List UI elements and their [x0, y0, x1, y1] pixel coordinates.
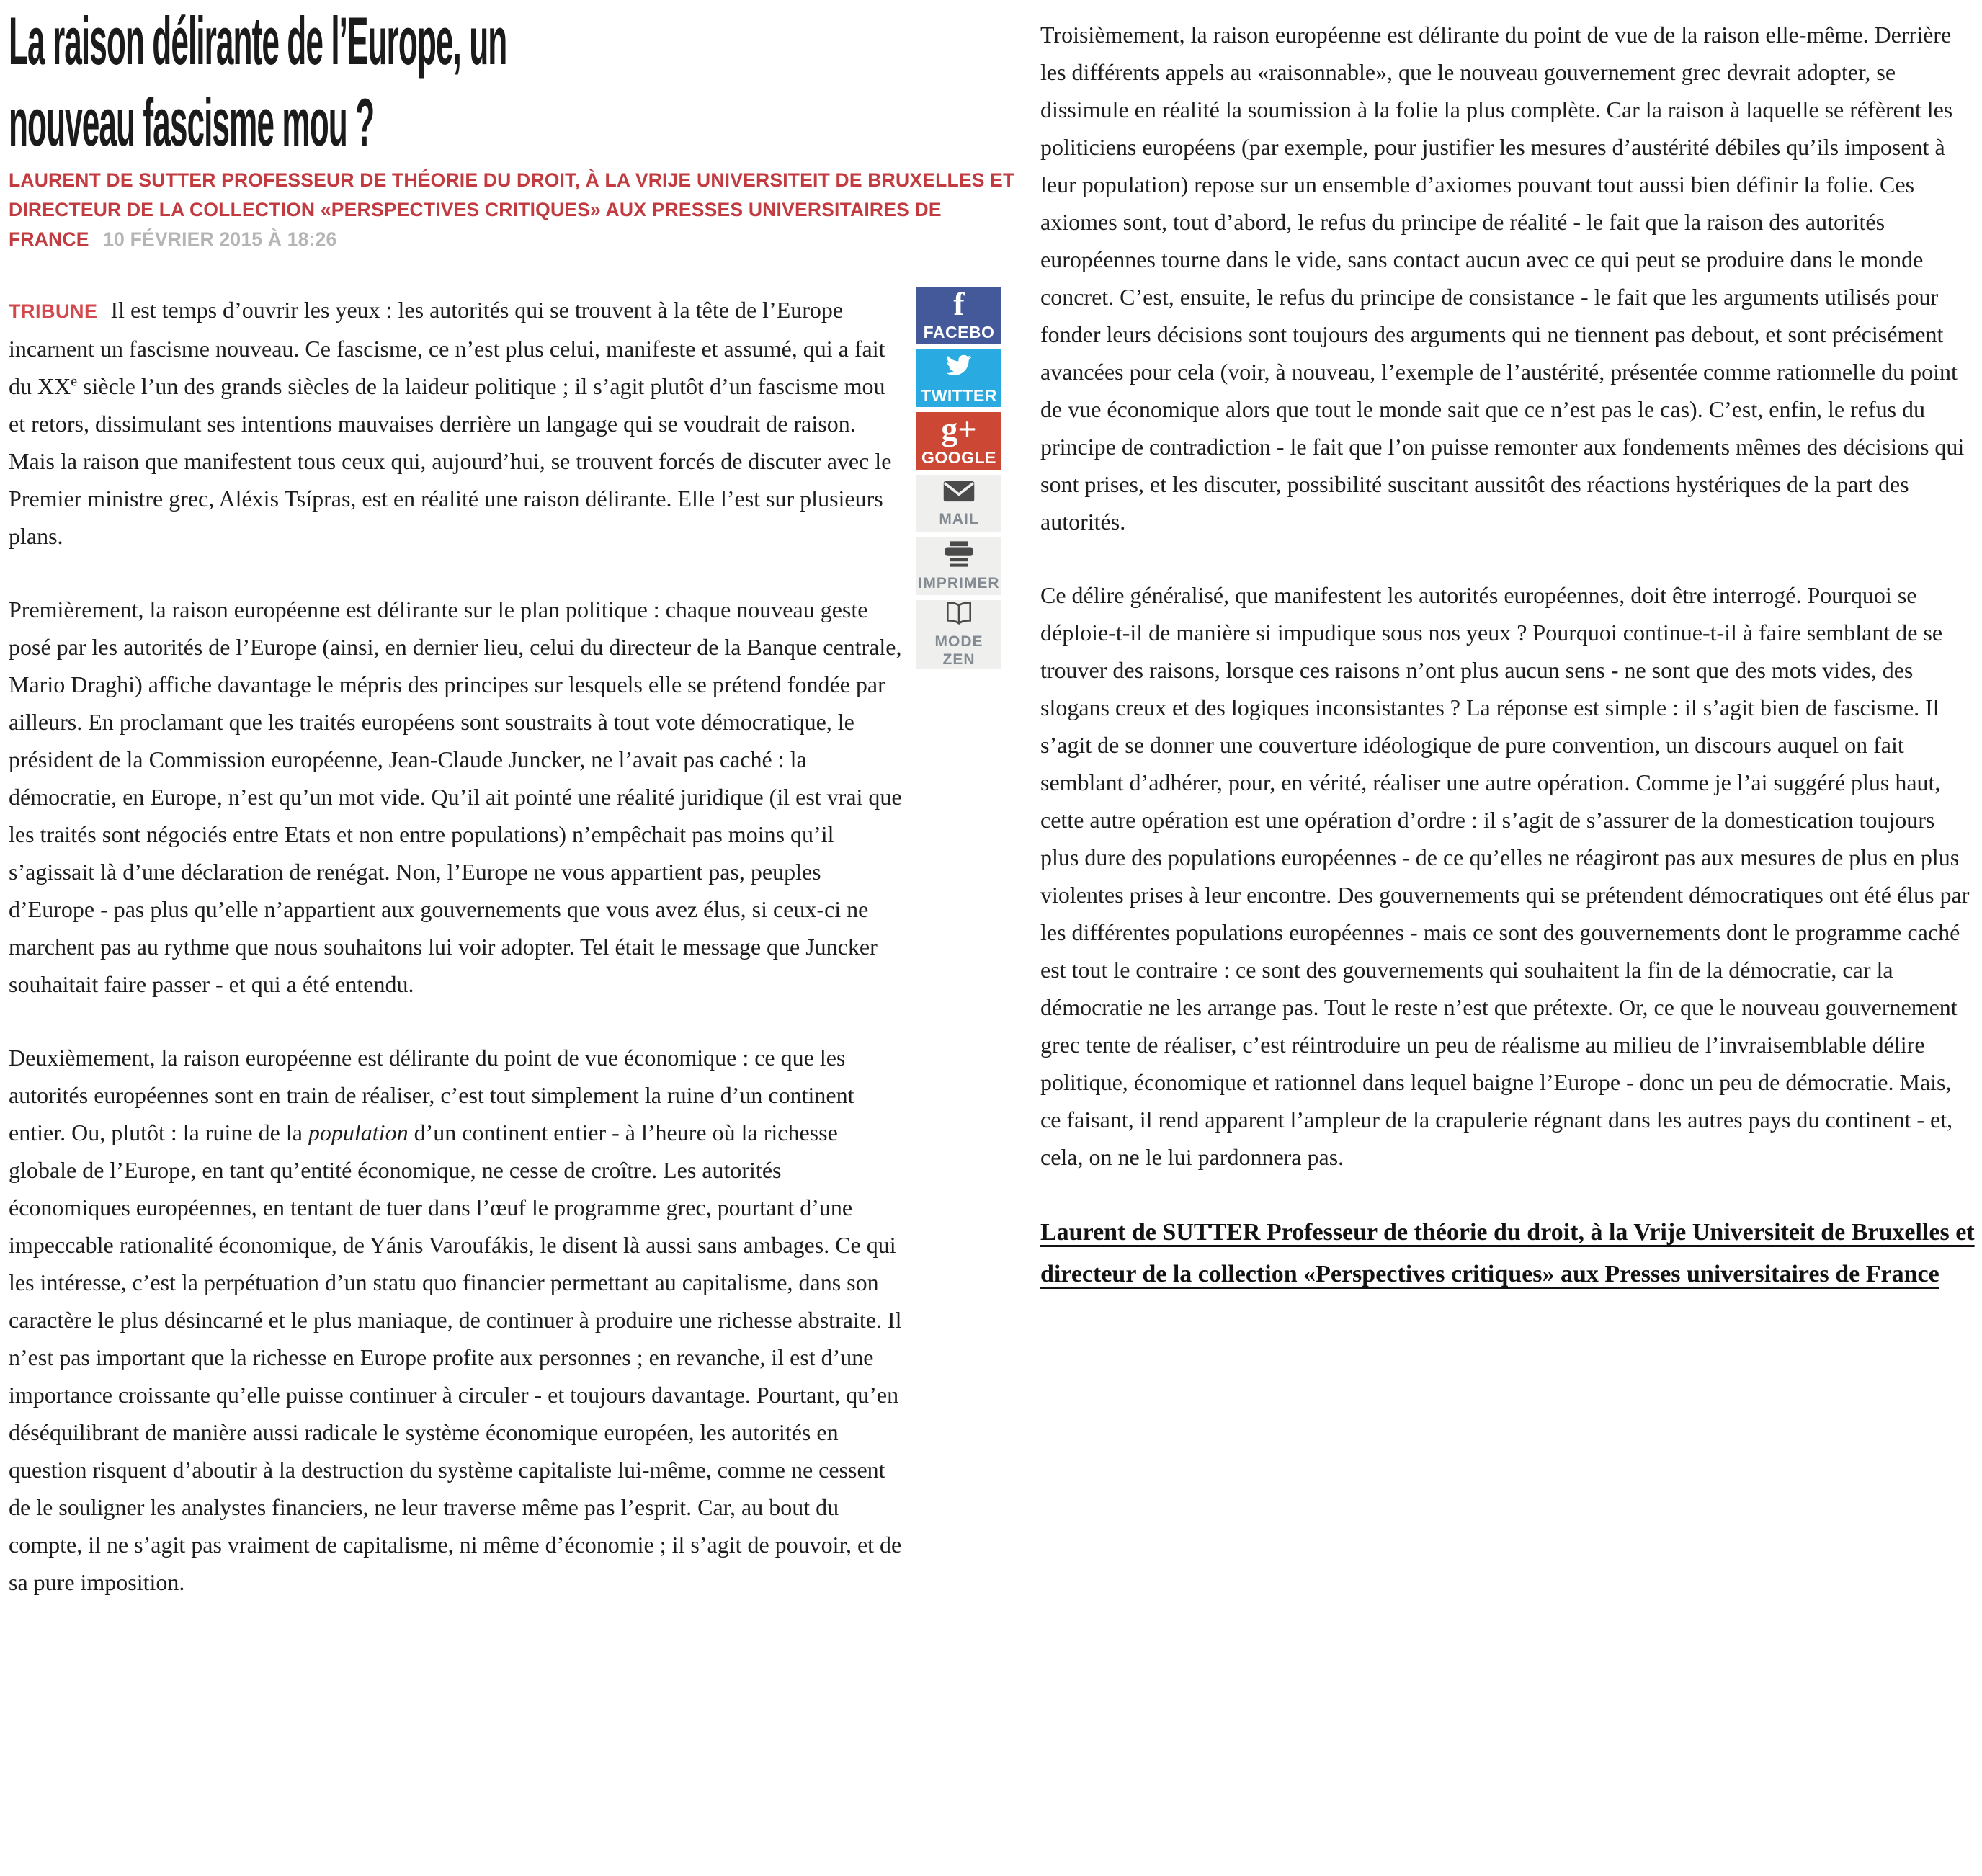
byline: [9, 166, 1017, 254]
body-text: Troisièmement, la raison européenne est délirante du point de vue de la raison elle-même. Derrière les différents appels au «raisonnable», que le nouveau gouvernement grec devrait adopter, se dissimule en réalité la soumission à la folie la plus complète. Car la raison à laquelle se réfèrent les politiciens européens (par exemple, pour justifier les mesures d’austérité débiles qu’ils imposent à leur population) repose sur un ensemble d’axiomes pouvant tout aussi bien définir la folie. Ces axiomes sont, tout d’abord, le refus du principe de réalité - le fait que la raison des autorités européennes tourne dans le vide, sans contact aucun avec ce qui peut se produire dans le monde concret. C’est, ensuite, le refus du principe de consistance - le fait que les arguments utilisés pour fonder leurs décisions sont toujours des arguments qui ne tiennent pas debout, et sont précisément avancées pour cela (voir, à nouveau, l’exemple de l’austérité, présentée comme rationnelle du point de vue économique alors que tout le monde sait que ce n’est pas le cas). C’est, enfin, le refus du principe de contradiction - le fait que l’on puisse remonter aux fondements mêmes des décisions qui sont prises, et les discuter, possibilité suscitant aussitôt des réactions hystériques de la part des autorités.: [1040, 22, 1965, 535]
share-twitter-button[interactable]: [916, 349, 1001, 407]
title-line-1: La raison délirante de l’Europe, un: [9, 3, 507, 79]
article-paragraph: [9, 591, 906, 1003]
share-print-button[interactable]: [916, 537, 1001, 595]
mail-icon: [942, 479, 976, 507]
body-text: Il est temps d’ouvrir les yeux : les autorités qui se trouvent à la tête de l’Europe incarnent un fascisme nouveau. Ce fascisme, ce n’est plus celui, manifeste et assumé, qui a fait du XX: [9, 297, 885, 399]
share-facebook-label: FACEBO: [923, 323, 995, 341]
twitter-bird-icon: [943, 352, 975, 383]
mode-zen-button[interactable]: [916, 600, 1001, 669]
superscript-text: e: [71, 373, 78, 390]
right-column-paragraphs: [1040, 16, 1976, 1176]
googleplus-icon: g+: [941, 411, 977, 447]
article-paragraph: [1040, 16, 1976, 540]
article-paragraph: [9, 291, 906, 555]
share-twitter-label: TWITTER: [921, 385, 997, 405]
share-mail-label: MAIL: [939, 511, 979, 527]
article-paragraph: [9, 1039, 906, 1601]
author-signature-link[interactable]: Laurent de SUTTER Professeur de théorie du droit, à la Vrije Universiteit de Bruxelles et directeur de la collection «Perspectives critiques» aux Presses universitaires de France: [1040, 1219, 1975, 1287]
body-text: siècle l’un des grands siècles de la laideur politique ; il s’agit plutôt d’un fascisme mou et retors, dissimulant ses intentions mauvaises derrière un langage qui se voudrait de raison. Mais la raison que manifestent tous ceux qui, aujourd’hui, se trouvent forcés de discuter avec le Premier ministre grec, Aléxis Tsípras, est en réalité une raison délirante. Elle l’est sur plusieurs plans.: [9, 373, 892, 549]
tribune-kicker: TRIBUNE: [9, 300, 98, 322]
byline-author: LAURENT DE SUTTER PROFESSEUR DE THÉORIE DU DROIT, À LA VRIJE UNIVERSITEIT DE BRUXELLES ET DIRECTEUR DE LA COLLECTION «PERSPECTIVES CRITIQUES» AUX PRESSES UNIVERSITAIRES DE FRANCE: [9, 169, 1015, 250]
body-text: Deuxièmement, la raison européenne est délirante du point de vue économique : ce que les autorités européennes sont en train de réaliser, c’est tout simplement la ruine d’un continent entier. Ou, plutôt : la ruine de la: [9, 1045, 854, 1145]
right-column: [1040, 16, 1976, 1295]
mode-zen-label: MODE ZEN: [934, 633, 983, 668]
article-paragraph: [1040, 576, 1976, 1176]
share-googleplus-label: GOOGLE: [921, 448, 996, 467]
share-toolbar: [916, 287, 1001, 674]
publish-date: 10 FÉVRIER 2015 À 18:26: [103, 228, 337, 250]
share-print-label: IMPRIMER: [918, 575, 1000, 591]
italic-text: population: [308, 1120, 409, 1145]
body-text: Ce délire généralisé, que manifestent les autorités européennes, doit être interrogé. Pourquoi se déploie-t-il de manière si impudique sous nos yeux ? Pourquoi continue-t-il à faire semblant de se trouver des raisons, lorsque ces raisons n’ont plus aucun sens - ne sont que des mots vides, des slogans creux et des logiques inconsistantes ? La réponse est simple : il s’agit bien de fascisme. Il s’agit de se donner une couverture idéologique de pure convention, un discours auquel on fait semblant d’adhérer, pour, en vérité, réaliser une autre opération. Comme je l’ai suggéré plus haut, cette autre opération est une opération d’ordre : il s’agit de s’assurer de la domestication toujours plus dure des populations européennes - de ce qu’elles ne réagiront pas aux mesures de plus en plus violentes prises à leur encontre. Des gouvernements qui se prétendent démocratiques ont été élus par les différentes populations européennes - mais ce sont des gouvernements dont le programme caché est tout le contraire : ce sont des gouvernements qui souhaitent la fin de la démocratie, car la démocratie ne les arrange pas. Tout le reste n’est que prétexte. Or, ce que le nouveau gouvernement grec tente de réaliser, c’est réintroduire un peu de réalisme au milieu de l’invraisemblable délire politique, économique et rationnel dans lequel baigne l’Europe - donc un peu de démocratie. Mais, ce faisant, il rend apparent l’ampleur de la crapulerie régnant dans les autres pays du continent - et, cela, on ne le lui pardonnera pas.: [1040, 582, 1970, 1170]
printer-icon: [942, 540, 976, 571]
open-book-icon: [941, 601, 977, 629]
body-text: d’un continent entier - à l’heure où la richesse globale de l’Europe, en tant qu’entité économique, ne cesse de croître. Les autorités économiques européennes, en tentant de tuer dans l’œuf le programme grec, pourtant d’une impeccable rationalité économique, de Yánis Varoufákis, le disent là aussi sans ambages. Ce qui les intéresse, c’est la perpétuation d’un statu quo financier permettant au capitalisme, dans son caractère le plus désincarné et le plus maniaque, de continuer à produire une richesse abstraite. Il n’est pas important que la richesse en Europe profite aux personnes ; en revanche, il est d’une importance croissante qu’elle puisse continuer à circuler - et toujours davantage. Pourtant, qu’en déséquilibrant de manière aussi radicale le système économique européen, les autorités en question risquent d’aboutir à la destruction du système capitaliste lui-même, comme ne cessent de le souligner les analystes financiers, ne leur traverse même pas l’esprit. Car, au bout du compte, il ne s’agit pas vraiment de capitalisme, ni même d’économie ; il s’agit de pouvoir, et de sa pure imposition.: [9, 1120, 902, 1595]
left-column: [9, 291, 906, 1637]
share-mail-button[interactable]: [916, 475, 1001, 532]
title-line-2: nouveau fascisme mou ?: [9, 84, 375, 160]
body-text: Premièrement, la raison européenne est délirante sur le plan politique : chaque nouveau geste posé par les autorités de l’Europe (ainsi, en dernier lieu, celui du directeur de la Banque centrale, Mario Draghi) affiche davantage le mépris des principes sur lesquels elle se prétend fondée par ailleurs. En proclamant que les traités européens sont soustraits à tout vote démocratique, le président de la Commission européenne, Jean-Claude Juncker, ne l’avait pas caché : la démocratie, en Europe, n’est qu’un mot vide. Qu’il ait pointé une réalité juridique (il est vrai que les traités sont négociés entre Etats et non entre populations) n’empêchait pas moins qu’il s’agissait là d’une déclaration de renégat. Non, l’Europe ne vous appartient pas, peuples d’Europe - pas plus qu’elle n’appartient aux gouvernements que vous avez élus, si ceux-ci ne marchent pas au rythme que nous souhaitons lui voir adopter. Tel était le message que Juncker souhaitait faire passer - et qui a été entendu.: [9, 597, 902, 997]
share-googleplus-button[interactable]: [916, 412, 1001, 470]
page-title: [9, 0, 1068, 163]
share-facebook-button[interactable]: [916, 287, 1001, 344]
facebook-icon: f: [953, 285, 965, 322]
